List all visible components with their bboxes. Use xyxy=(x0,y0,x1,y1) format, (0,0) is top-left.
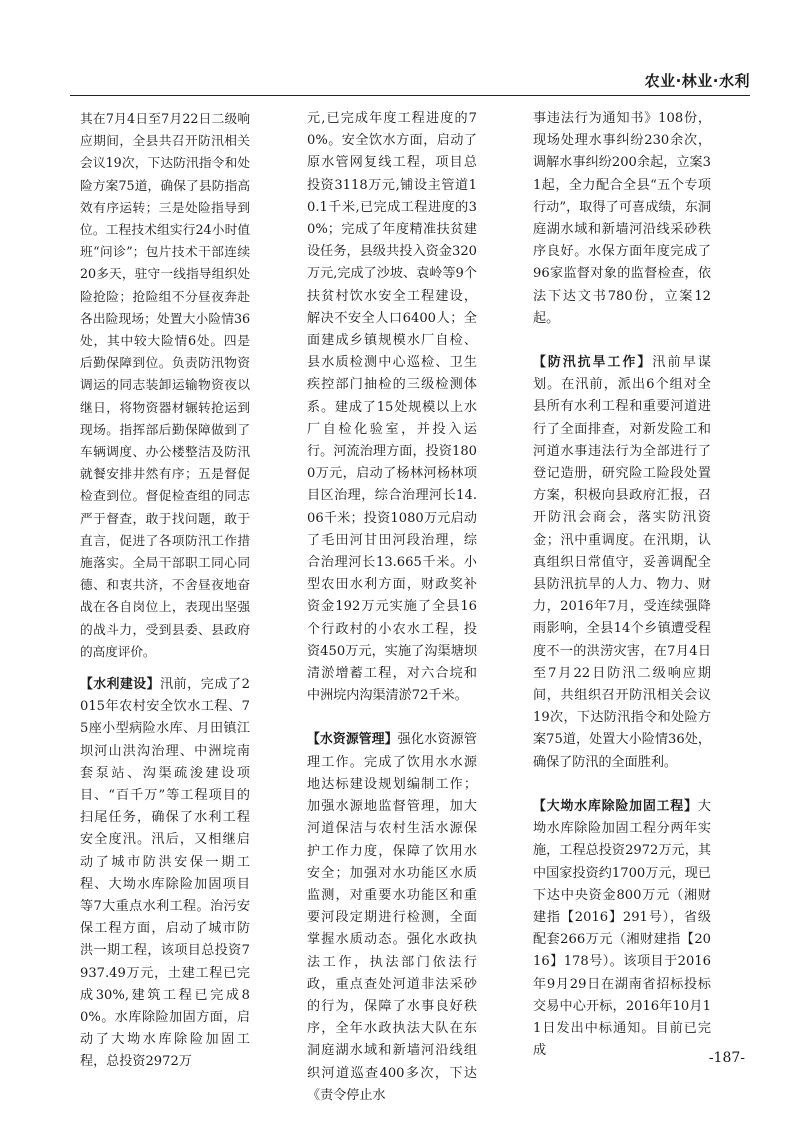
water-construction-text-a: 汛前，完成了2015年农村安全饮水工程、75座小型病险水库、月田镇江坝河山洪沟治理、中洲垸南套泵站、沟渠疏浚建设项目、“百千万”等工程项目的扫尾任务，确保了水利工程安全度汛。汛后，又相继启动了城市防洪安保一期工程、大坳水库除险加固项目等7大重点水利工程。治污安保工程方面，启动了城市防洪一期工程，该项目总投资7937.49万元，土建工程已完成30%,建筑工程已完成80%。水库除险加固方面，启动了大坳水库除险加固工程，总投资2972万 xyxy=(80,677,250,1070)
water-construction-continued: 元,已完成年度工程进度的70%。安全饮水方面，启动了原水管网复线工程，项目总投资3118万元,铺设主管道10.1千米,已完成工程进度的30%；完成了年度精准扶贫建设任务，县级共投入资金320万元,完成了沙坡、袁岭等9个扶贫村饮水安全工程建设，解决不安全人口6400人；全面建成乡镇规模水厂自检、县水质检测中心巡检、卫生疾控部门抽检的三级检测体系。建成了15处规模以上水厂自检化验室，并投入运行。河流治理方面，投资1800万元，启动了杨林河杨林项目区治理，综合治理河长14.06千米；投资1080万元启动了毛田河甘田河段治理，综合治理河长13.665千米。小型农田水利方面，财政奖补资金192万元实施了全县16个行政村的小农水工程，投资450万元，实施了沟渠塘坝清淤增蓄工程，对六合垸和中洲垸内沟渠清淤72千米。 xyxy=(307,111,477,704)
page-header xyxy=(70,62,750,96)
column-1 xyxy=(80,108,250,663)
column-2 xyxy=(307,108,477,1107)
water-resources-continued: 事违法行为通知书》108份，现场处理水事纠纷230余次，调解水事纠纷200余起，立案31起，全力配合全县“五个专项行动”，取得了可喜成绩，东洞庭湖水域和新墙河沿线采砂秩序良好。水保方面年度完成了96家监督对象的监督检查，依法下达文书780份，立案12起。 xyxy=(533,111,711,326)
column-1-paragraph: 其在7月4日至7月22日二级响应期间，全县共召开防汛相关会议19次，下达防汛指令和处险方案75道，确保了县防指高效有序运转；三是处险指导到位。工程技术组实行24小时值班“问诊”；包片技术干部连续20多天，驻守一线指导组织处险抢险；抢险组不分昼夜奔赴各出险现场；处置大小险情36处，其中较大险情6处。四是后勤保障到位。负责防汛物资调运的同志装卸运输物资夜以继日，将物资器材辗转抢运到现场。指挥部后勤保障做到了车辆调度、办公楼整洁及防汛就餐安排井然有序；五是督促检查到位。督促检查组的同志严于督查，敢于找问题，敢于直言，促进了各项防汛工作措施落实。全局干部职工同心同德、和衷共济，不舍昼夜地奋战在各自岗位上，表现出坚强的战斗力，受到县委、县政府的高度评价。 xyxy=(80,111,250,659)
flood-control-text: 汛前早谋划。在汛前，派出6个组对全县所有水利工程和重要河道进行了全面排查，对新发险工和河道水事违法行为全部进行了登记造册，研究险工险段处置方案，积极向县政府汇报，召开防汛会商会，落实防汛资金；汛中重调度。在汛期，认真组织日常值守，妥善调配全县防汛抗旱的人力、物力、财力，2016年7月，受连续强降雨影响，全县14个乡镇遭受程度不一的洪涝灾害，在7月4日至7月22日防汛二级响应期间，共组织召开防汛相关会议19次，下达防汛指令和处险方案75道，处置大小险情36处，确保了防汛的全面胜利。 xyxy=(533,355,712,770)
dakao-reservoir-text: 大坳水库除险加固工程分两年实施，工程总投资2972万元，其中国家投资约1700万元，现已下达中央资金800万元（湘财建指【2016】291号），省级配套266万元（湘财建指【2016】178号）。该项目于2016年9月29日在湖南省招标投标交易中心开标，2016年10月11日发出中标通知。目前已完成 xyxy=(533,798,711,1059)
water-resources-text-a: 强化水资源管理工作。完成了饮用水水源地达标建设规划编制工作；加强水源地监督管理，加大河道保洁与农村生活水源保护工作力度，保障了饮用水安全；加强对水功能区水质监测，对重要水功能区和重要河段定期进行检测，全面掌握水质动态。强化水政执法工作，执法部门依法行政，重点查处河道非法采砂的行为，保障了水事良好秩序，全年水政执法大队在东洞庭湖水域和新墙河沿线组织河道巡查400多次，下达《责令停止水 xyxy=(307,732,478,1103)
water-construction-paragraph xyxy=(80,674,250,1074)
page-number: -187- xyxy=(708,1050,745,1066)
header-divider xyxy=(70,95,750,96)
water-resources-paragraph xyxy=(307,729,477,1106)
flood-control-title: 【防汛抗旱工作】 xyxy=(533,355,653,371)
flood-control-paragraph xyxy=(533,352,711,774)
column-1-lower xyxy=(80,674,250,1074)
water-construction-title: 【水利建设】 xyxy=(80,677,160,692)
dakao-reservoir-title: 【大坳水库除险加固工程】 xyxy=(533,798,698,814)
water-resources-title: 【水资源管理】 xyxy=(307,732,398,748)
section-header-title: 农业·林业·水利 xyxy=(644,72,750,90)
dakao-reservoir-paragraph xyxy=(533,796,711,1062)
column-3 xyxy=(533,108,711,1062)
